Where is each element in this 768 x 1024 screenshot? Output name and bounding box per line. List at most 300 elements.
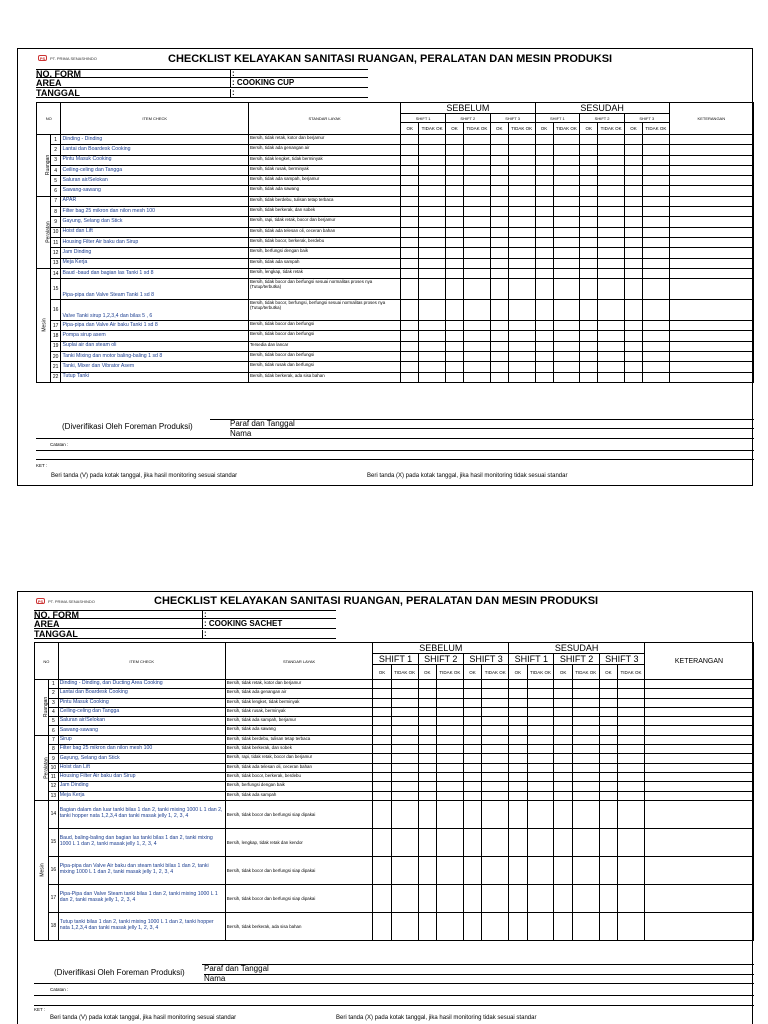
check-box[interactable] (419, 372, 446, 382)
check-box[interactable] (553, 321, 580, 331)
check-box[interactable] (580, 352, 598, 362)
check-box[interactable] (490, 321, 508, 331)
check-box[interactable] (618, 680, 645, 689)
check-box[interactable] (527, 717, 554, 726)
remarks-cell[interactable] (644, 726, 753, 735)
check-box[interactable] (598, 331, 625, 341)
check-box[interactable] (490, 237, 508, 247)
check-box[interactable] (535, 352, 553, 362)
check-box[interactable] (490, 135, 508, 145)
check-box[interactable] (618, 763, 645, 772)
check-box[interactable] (553, 176, 580, 186)
check-box[interactable] (490, 145, 508, 155)
check-box[interactable] (554, 912, 572, 940)
check-box[interactable] (419, 176, 446, 186)
remarks-cell[interactable] (669, 155, 753, 165)
check-box[interactable] (482, 726, 509, 735)
check-box[interactable] (553, 362, 580, 372)
check-box[interactable] (624, 372, 642, 382)
check-box[interactable] (509, 763, 527, 772)
check-box[interactable] (482, 884, 509, 912)
check-box[interactable] (490, 258, 508, 268)
remarks-cell[interactable] (669, 248, 753, 258)
check-box[interactable] (535, 237, 553, 247)
check-box[interactable] (391, 763, 418, 772)
check-box[interactable] (599, 717, 617, 726)
check-box[interactable] (580, 196, 598, 206)
check-box[interactable] (535, 372, 553, 382)
check-box[interactable] (624, 155, 642, 165)
check-box[interactable] (599, 689, 617, 698)
check-box[interactable] (643, 145, 670, 155)
check-box[interactable] (391, 912, 418, 940)
check-box[interactable] (553, 331, 580, 341)
check-box[interactable] (508, 331, 535, 341)
check-box[interactable] (482, 856, 509, 884)
check-box[interactable] (572, 717, 599, 726)
check-box[interactable] (436, 735, 463, 744)
check-box[interactable] (463, 884, 481, 912)
check-box[interactable] (598, 145, 625, 155)
check-box[interactable] (535, 227, 553, 237)
check-box[interactable] (618, 772, 645, 781)
check-box[interactable] (419, 352, 446, 362)
check-box[interactable] (599, 828, 617, 856)
check-box[interactable] (535, 268, 553, 278)
check-box[interactable] (554, 745, 572, 754)
check-box[interactable] (508, 248, 535, 258)
check-box[interactable] (598, 135, 625, 145)
check-box[interactable] (464, 165, 491, 175)
check-box[interactable] (553, 145, 580, 155)
check-box[interactable] (445, 268, 463, 278)
check-box[interactable] (599, 698, 617, 707)
check-box[interactable] (553, 196, 580, 206)
check-box[interactable] (509, 856, 527, 884)
check-box[interactable] (445, 165, 463, 175)
check-box[interactable] (535, 321, 553, 331)
check-box[interactable] (580, 248, 598, 258)
remarks-cell[interactable] (644, 745, 753, 754)
check-box[interactable] (464, 321, 491, 331)
check-box[interactable] (401, 155, 419, 165)
check-box[interactable] (572, 828, 599, 856)
check-box[interactable] (527, 735, 554, 744)
check-box[interactable] (624, 300, 642, 321)
check-box[interactable] (599, 726, 617, 735)
check-box[interactable] (373, 772, 391, 781)
check-box[interactable] (445, 155, 463, 165)
check-box[interactable] (436, 912, 463, 940)
check-box[interactable] (535, 176, 553, 186)
check-box[interactable] (509, 735, 527, 744)
check-box[interactable] (445, 135, 463, 145)
check-box[interactable] (418, 735, 436, 744)
check-box[interactable] (624, 321, 642, 331)
check-box[interactable] (445, 248, 463, 258)
check-box[interactable] (464, 331, 491, 341)
check-box[interactable] (527, 745, 554, 754)
check-box[interactable] (463, 791, 481, 800)
check-box[interactable] (572, 791, 599, 800)
check-box[interactable] (598, 258, 625, 268)
check-box[interactable] (508, 372, 535, 382)
check-box[interactable] (418, 828, 436, 856)
check-box[interactable] (508, 237, 535, 247)
check-box[interactable] (554, 782, 572, 791)
check-box[interactable] (418, 698, 436, 707)
check-box[interactable] (508, 279, 535, 300)
check-box[interactable] (643, 341, 670, 351)
check-box[interactable] (464, 352, 491, 362)
check-box[interactable] (580, 362, 598, 372)
check-box[interactable] (572, 726, 599, 735)
remarks-cell[interactable] (644, 800, 753, 828)
check-box[interactable] (508, 176, 535, 186)
check-box[interactable] (482, 912, 509, 940)
check-box[interactable] (509, 912, 527, 940)
check-box[interactable] (553, 217, 580, 227)
check-box[interactable] (618, 912, 645, 940)
check-box[interactable] (624, 258, 642, 268)
check-box[interactable] (508, 258, 535, 268)
check-box[interactable] (643, 165, 670, 175)
remarks-cell[interactable] (644, 680, 753, 689)
check-box[interactable] (554, 791, 572, 800)
check-box[interactable] (401, 300, 419, 321)
check-box[interactable] (464, 258, 491, 268)
check-box[interactable] (598, 300, 625, 321)
remarks-cell[interactable] (669, 268, 753, 278)
check-box[interactable] (464, 176, 491, 186)
check-box[interactable] (401, 207, 419, 217)
check-box[interactable] (554, 726, 572, 735)
check-box[interactable] (527, 800, 554, 828)
check-box[interactable] (373, 726, 391, 735)
check-box[interactable] (643, 331, 670, 341)
check-box[interactable] (464, 227, 491, 237)
check-box[interactable] (391, 800, 418, 828)
remarks-cell[interactable] (644, 735, 753, 744)
check-box[interactable] (401, 248, 419, 258)
check-box[interactable] (527, 856, 554, 884)
check-box[interactable] (535, 165, 553, 175)
remarks-cell[interactable] (644, 782, 753, 791)
remarks-cell[interactable] (644, 828, 753, 856)
remarks-cell[interactable] (669, 196, 753, 206)
check-box[interactable] (445, 341, 463, 351)
check-box[interactable] (598, 196, 625, 206)
check-box[interactable] (464, 279, 491, 300)
check-box[interactable] (508, 341, 535, 351)
check-box[interactable] (580, 145, 598, 155)
check-box[interactable] (572, 735, 599, 744)
check-box[interactable] (464, 186, 491, 196)
check-box[interactable] (598, 227, 625, 237)
check-box[interactable] (401, 341, 419, 351)
check-box[interactable] (464, 362, 491, 372)
check-box[interactable] (624, 217, 642, 227)
check-box[interactable] (463, 763, 481, 772)
check-box[interactable] (445, 207, 463, 217)
check-box[interactable] (554, 754, 572, 763)
check-box[interactable] (418, 754, 436, 763)
check-box[interactable] (598, 237, 625, 247)
check-box[interactable] (482, 680, 509, 689)
remarks-cell[interactable] (669, 341, 753, 351)
check-box[interactable] (445, 186, 463, 196)
check-box[interactable] (527, 698, 554, 707)
check-box[interactable] (553, 341, 580, 351)
check-box[interactable] (373, 707, 391, 716)
check-box[interactable] (535, 300, 553, 321)
check-box[interactable] (624, 331, 642, 341)
check-box[interactable] (598, 279, 625, 300)
check-box[interactable] (482, 717, 509, 726)
check-box[interactable] (391, 754, 418, 763)
check-box[interactable] (436, 698, 463, 707)
check-box[interactable] (599, 763, 617, 772)
check-box[interactable] (599, 772, 617, 781)
check-box[interactable] (554, 763, 572, 772)
check-box[interactable] (598, 155, 625, 165)
check-box[interactable] (643, 196, 670, 206)
check-box[interactable] (553, 258, 580, 268)
check-box[interactable] (553, 186, 580, 196)
remarks-cell[interactable] (669, 279, 753, 300)
check-box[interactable] (599, 884, 617, 912)
check-box[interactable] (535, 155, 553, 165)
check-box[interactable] (463, 856, 481, 884)
check-box[interactable] (391, 745, 418, 754)
check-box[interactable] (580, 341, 598, 351)
check-box[interactable] (445, 217, 463, 227)
check-box[interactable] (419, 279, 446, 300)
check-box[interactable] (401, 196, 419, 206)
check-box[interactable] (535, 207, 553, 217)
check-box[interactable] (572, 689, 599, 698)
check-box[interactable] (509, 800, 527, 828)
check-box[interactable] (391, 717, 418, 726)
check-box[interactable] (418, 726, 436, 735)
check-box[interactable] (419, 268, 446, 278)
check-box[interactable] (508, 155, 535, 165)
remarks-cell[interactable] (644, 912, 753, 940)
check-box[interactable] (624, 341, 642, 351)
remarks-cell[interactable] (669, 372, 753, 382)
check-box[interactable] (463, 745, 481, 754)
check-box[interactable] (553, 207, 580, 217)
check-box[interactable] (482, 782, 509, 791)
check-box[interactable] (598, 207, 625, 217)
check-box[interactable] (482, 772, 509, 781)
check-box[interactable] (418, 912, 436, 940)
remarks-cell[interactable] (644, 884, 753, 912)
check-box[interactable] (482, 791, 509, 800)
check-box[interactable] (482, 707, 509, 716)
check-box[interactable] (490, 300, 508, 321)
check-box[interactable] (401, 268, 419, 278)
check-box[interactable] (572, 800, 599, 828)
check-box[interactable] (580, 258, 598, 268)
date-value[interactable]: : (204, 629, 207, 638)
check-box[interactable] (624, 268, 642, 278)
check-box[interactable] (419, 237, 446, 247)
remarks-cell[interactable] (644, 698, 753, 707)
check-box[interactable] (373, 884, 391, 912)
check-box[interactable] (643, 135, 670, 145)
check-box[interactable] (598, 362, 625, 372)
check-box[interactable] (490, 362, 508, 372)
check-box[interactable] (419, 207, 446, 217)
check-box[interactable] (419, 341, 446, 351)
check-box[interactable] (401, 145, 419, 155)
check-box[interactable] (418, 745, 436, 754)
check-box[interactable] (463, 717, 481, 726)
check-box[interactable] (624, 186, 642, 196)
remarks-cell[interactable] (669, 227, 753, 237)
check-box[interactable] (598, 372, 625, 382)
check-box[interactable] (391, 884, 418, 912)
check-box[interactable] (618, 717, 645, 726)
check-box[interactable] (527, 884, 554, 912)
check-box[interactable] (580, 135, 598, 145)
check-box[interactable] (509, 745, 527, 754)
check-box[interactable] (509, 782, 527, 791)
check-box[interactable] (508, 145, 535, 155)
check-box[interactable] (618, 707, 645, 716)
remarks-cell[interactable] (644, 717, 753, 726)
check-box[interactable] (418, 800, 436, 828)
check-box[interactable] (618, 689, 645, 698)
check-box[interactable] (527, 726, 554, 735)
check-box[interactable] (527, 754, 554, 763)
remarks-cell[interactable] (669, 176, 753, 186)
check-box[interactable] (624, 196, 642, 206)
check-box[interactable] (401, 372, 419, 382)
area-value[interactable]: : COOKING CUP (232, 78, 295, 87)
check-box[interactable] (580, 321, 598, 331)
check-box[interactable] (599, 707, 617, 716)
check-box[interactable] (572, 772, 599, 781)
check-box[interactable] (599, 680, 617, 689)
check-box[interactable] (535, 258, 553, 268)
check-box[interactable] (554, 828, 572, 856)
remarks-cell[interactable] (644, 754, 753, 763)
date-value[interactable]: : (232, 88, 235, 97)
check-box[interactable] (643, 372, 670, 382)
check-box[interactable] (535, 186, 553, 196)
check-box[interactable] (418, 884, 436, 912)
check-box[interactable] (436, 828, 463, 856)
check-box[interactable] (490, 248, 508, 258)
check-box[interactable] (553, 248, 580, 258)
check-box[interactable] (418, 763, 436, 772)
check-box[interactable] (436, 763, 463, 772)
remarks-cell[interactable] (669, 258, 753, 268)
check-box[interactable] (401, 135, 419, 145)
check-box[interactable] (624, 237, 642, 247)
check-box[interactable] (445, 362, 463, 372)
check-box[interactable] (419, 300, 446, 321)
check-box[interactable] (618, 782, 645, 791)
check-box[interactable] (599, 745, 617, 754)
check-box[interactable] (535, 135, 553, 145)
check-box[interactable] (436, 754, 463, 763)
check-box[interactable] (490, 186, 508, 196)
check-box[interactable] (418, 791, 436, 800)
check-box[interactable] (419, 145, 446, 155)
check-box[interactable] (418, 689, 436, 698)
check-box[interactable] (401, 237, 419, 247)
check-box[interactable] (509, 689, 527, 698)
check-box[interactable] (527, 689, 554, 698)
check-box[interactable] (436, 680, 463, 689)
check-box[interactable] (618, 735, 645, 744)
check-box[interactable] (436, 717, 463, 726)
check-box[interactable] (553, 279, 580, 300)
check-box[interactable] (580, 331, 598, 341)
check-box[interactable] (509, 791, 527, 800)
check-box[interactable] (391, 772, 418, 781)
check-box[interactable] (464, 207, 491, 217)
check-box[interactable] (643, 237, 670, 247)
check-box[interactable] (572, 698, 599, 707)
check-box[interactable] (419, 331, 446, 341)
check-box[interactable] (373, 856, 391, 884)
check-box[interactable] (445, 279, 463, 300)
check-box[interactable] (464, 155, 491, 165)
check-box[interactable] (553, 155, 580, 165)
check-box[interactable] (463, 912, 481, 940)
check-box[interactable] (618, 754, 645, 763)
check-box[interactable] (490, 176, 508, 186)
check-box[interactable] (418, 856, 436, 884)
check-box[interactable] (464, 341, 491, 351)
check-box[interactable] (572, 754, 599, 763)
check-box[interactable] (554, 856, 572, 884)
check-box[interactable] (599, 782, 617, 791)
check-box[interactable] (509, 680, 527, 689)
check-box[interactable] (624, 248, 642, 258)
check-box[interactable] (580, 165, 598, 175)
check-box[interactable] (418, 782, 436, 791)
check-box[interactable] (445, 196, 463, 206)
check-box[interactable] (482, 800, 509, 828)
check-box[interactable] (508, 227, 535, 237)
check-box[interactable] (373, 689, 391, 698)
check-box[interactable] (508, 186, 535, 196)
remarks-cell[interactable] (644, 772, 753, 781)
check-box[interactable] (554, 707, 572, 716)
remarks-cell[interactable] (669, 207, 753, 217)
check-box[interactable] (490, 352, 508, 362)
check-box[interactable] (554, 735, 572, 744)
check-box[interactable] (553, 227, 580, 237)
check-box[interactable] (373, 782, 391, 791)
remarks-cell[interactable] (644, 791, 753, 800)
check-box[interactable] (490, 217, 508, 227)
check-box[interactable] (580, 155, 598, 165)
check-box[interactable] (553, 237, 580, 247)
check-box[interactable] (401, 362, 419, 372)
check-box[interactable] (445, 145, 463, 155)
check-box[interactable] (598, 248, 625, 258)
check-box[interactable] (508, 135, 535, 145)
check-box[interactable] (624, 352, 642, 362)
check-box[interactable] (554, 689, 572, 698)
check-box[interactable] (554, 680, 572, 689)
